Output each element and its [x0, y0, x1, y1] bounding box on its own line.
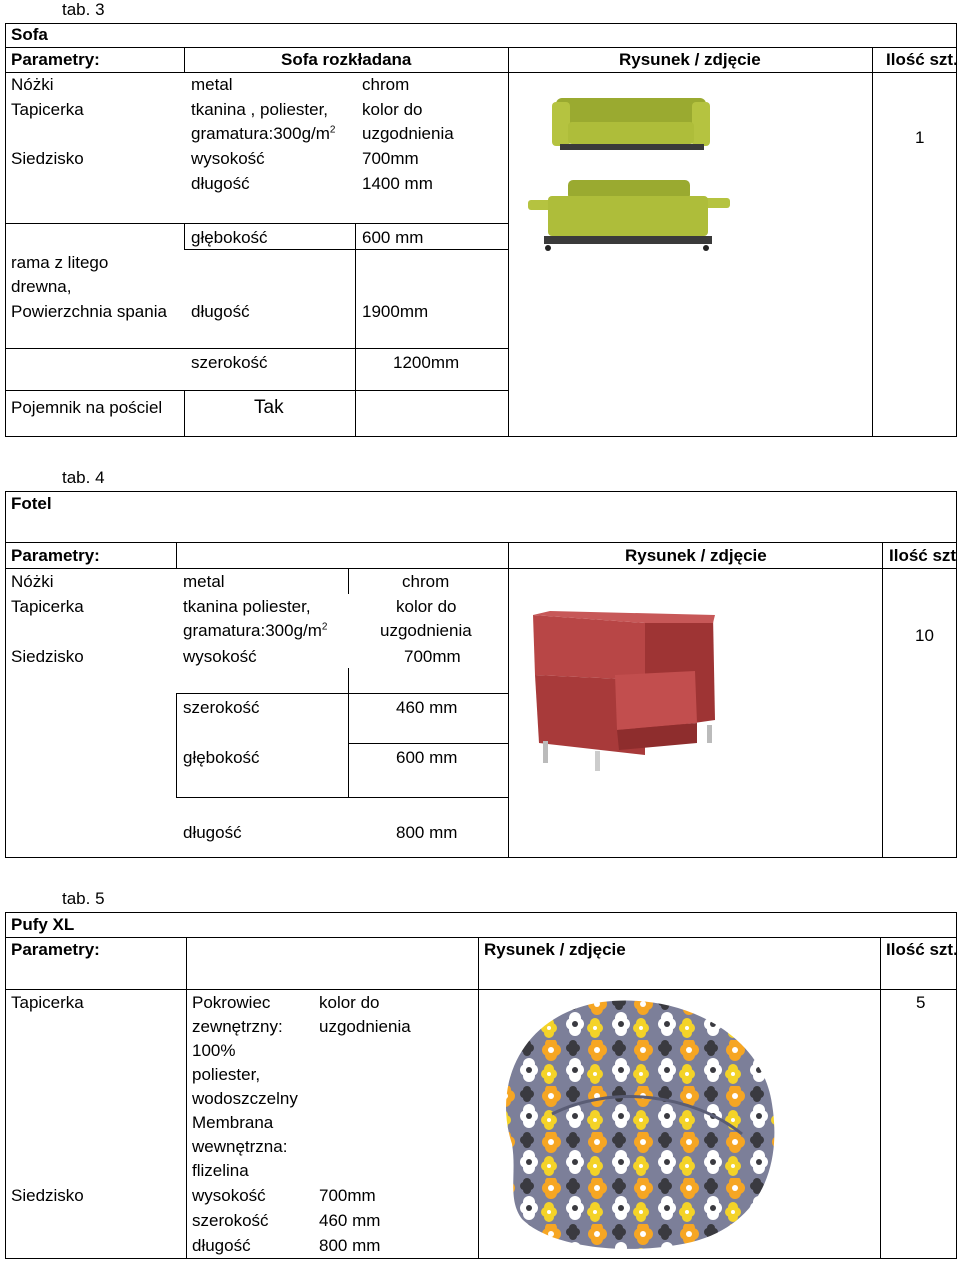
pouf-height-value: 700mm [319, 1186, 376, 1205]
sofa-frame-line1: rama z litego [11, 253, 109, 272]
pouf-seat-label: Siedzisko [11, 1186, 84, 1205]
pouf-params-header: Parametry: [11, 940, 100, 959]
sofa-sleep-length-label: długość [191, 302, 250, 321]
armchair-qty-header: Ilość szt [889, 546, 957, 565]
sofa-legs-material: metal [191, 75, 233, 94]
pouf-title: Pufy XL [11, 915, 75, 934]
armchair-upholstery-fabric: tkanina poliester, [183, 597, 311, 616]
pouf-length-value: 800 mm [319, 1236, 381, 1255]
pouf-qty-header: Ilość szt. [886, 940, 958, 959]
armchair-depth-label: głębokość [183, 748, 260, 767]
sofa-sleep-width-value: 1200mm [393, 353, 460, 372]
sofa-upholstery-fabric: tkanina , poliester, [191, 100, 329, 119]
sofa-seat-length-label: długość [191, 174, 250, 193]
sofa-qty-value: 1 [915, 128, 925, 147]
sofa-picture-header: Rysunek / zdjęcie [619, 50, 761, 69]
sofa-qty-header: Ilość szt. [886, 50, 958, 69]
armchair-color-line2: uzgodnienia [380, 621, 472, 640]
armchair-picture-header: Rysunek / zdjęcie [625, 546, 767, 565]
pouf-cover-line2: zewnętrzny: [192, 1017, 283, 1036]
pouf-qty-value: 5 [916, 993, 926, 1012]
sofa-storage-value: Tak [254, 397, 284, 418]
armchair-params-header: Parametry: [11, 546, 100, 565]
sofa-sleep-label: Powierzchnia spania [11, 302, 167, 321]
sofa-seat-length-value: 1400 mm [362, 174, 433, 193]
sofa-params-header: Parametry: [11, 50, 100, 69]
sofa-seat-height-label: wysokość [191, 149, 265, 168]
sofa-upholstery-weight: $gramatura:300g/m^2$ [191, 124, 336, 143]
sofa-name-header: Sofa rozkładana [281, 50, 412, 69]
armchair-image [525, 605, 725, 780]
pouf-cover-line7: wewnętrzna: [192, 1137, 288, 1156]
armchair-color-line1: kolor do [396, 597, 457, 616]
armchair-upholstery-weight: $gramatura:300g/m^2$ [183, 621, 328, 640]
pouf-width-label: szerokość [192, 1211, 269, 1230]
pouf-height-label: wysokość [192, 1186, 266, 1205]
pouf-cover-line5: wodoszczelny [192, 1089, 298, 1108]
pouf-width-value: 460 mm [319, 1211, 381, 1230]
sofa-legs-label: Nóżki [11, 75, 54, 94]
armchair-upholstery-label: Tapicerka [11, 597, 84, 616]
sofa-image [520, 90, 750, 262]
pouf-cover-line4: poliester, [192, 1065, 261, 1084]
armchair-width-label: szerokość [183, 698, 260, 717]
pouf-length-label: długość [192, 1236, 251, 1255]
sofa-upholstery-label: Tapicerka [11, 100, 84, 119]
sofa-depth-value: 600 mm [362, 228, 424, 247]
pouf-picture-header: Rysunek / zdjęcie [484, 940, 626, 959]
sofa-sleep-length-value: 1900mm [362, 302, 429, 321]
sofa-seat-label: Siedzisko [11, 149, 84, 168]
armchair-width-value: 460 mm [396, 698, 458, 717]
pouf-cover-line6: Membrana [192, 1113, 274, 1132]
armchair-legs-finish: chrom [402, 572, 450, 591]
armchair-qty-value: 10 [915, 626, 934, 645]
sofa-frame-line2: drewna, [11, 277, 72, 296]
sofa-storage-label: Pojemnik na pościel [11, 398, 163, 417]
pouf-cover-line8: flizelina [192, 1161, 249, 1180]
armchair-depth-value: 600 mm [396, 748, 458, 767]
sofa-sleep-width-label: szerokość [191, 353, 268, 372]
sofa-depth-label: głębokość [191, 228, 268, 247]
tab3-label: tab. 3 [62, 0, 105, 19]
tab5-label: tab. 5 [62, 889, 105, 908]
pouf-color-line1: kolor do [319, 993, 380, 1012]
armchair-legs-material: metal [183, 572, 225, 591]
armchair-length-value: 800 mm [396, 823, 458, 842]
pouf-color-line2: uzgodnienia [319, 1017, 411, 1036]
sofa-seat-height-value: 700mm [362, 149, 419, 168]
sofa-color-line1: kolor do [362, 100, 423, 119]
armchair-seat-label: Siedzisko [11, 647, 84, 666]
armchair-legs-label: Nóżki [11, 572, 54, 591]
sofa-title: Sofa [11, 25, 48, 44]
armchair-height-label: wysokość [183, 647, 257, 666]
armchair-title: Fotel [11, 494, 52, 513]
pouf-upholstery-label: Tapicerka [11, 993, 84, 1012]
sofa-color-line2: uzgodnienia [362, 124, 454, 143]
sofa-legs-finish: chrom [362, 75, 410, 94]
pouf-cover-line3: 100% [192, 1041, 236, 1060]
armchair-height-value: 700mm [404, 647, 461, 666]
pouf-image [492, 994, 782, 1252]
tab4-label: tab. 4 [62, 468, 105, 487]
armchair-length-label: długość [183, 823, 242, 842]
pouf-cover-line1: Pokrowiec [192, 993, 271, 1012]
